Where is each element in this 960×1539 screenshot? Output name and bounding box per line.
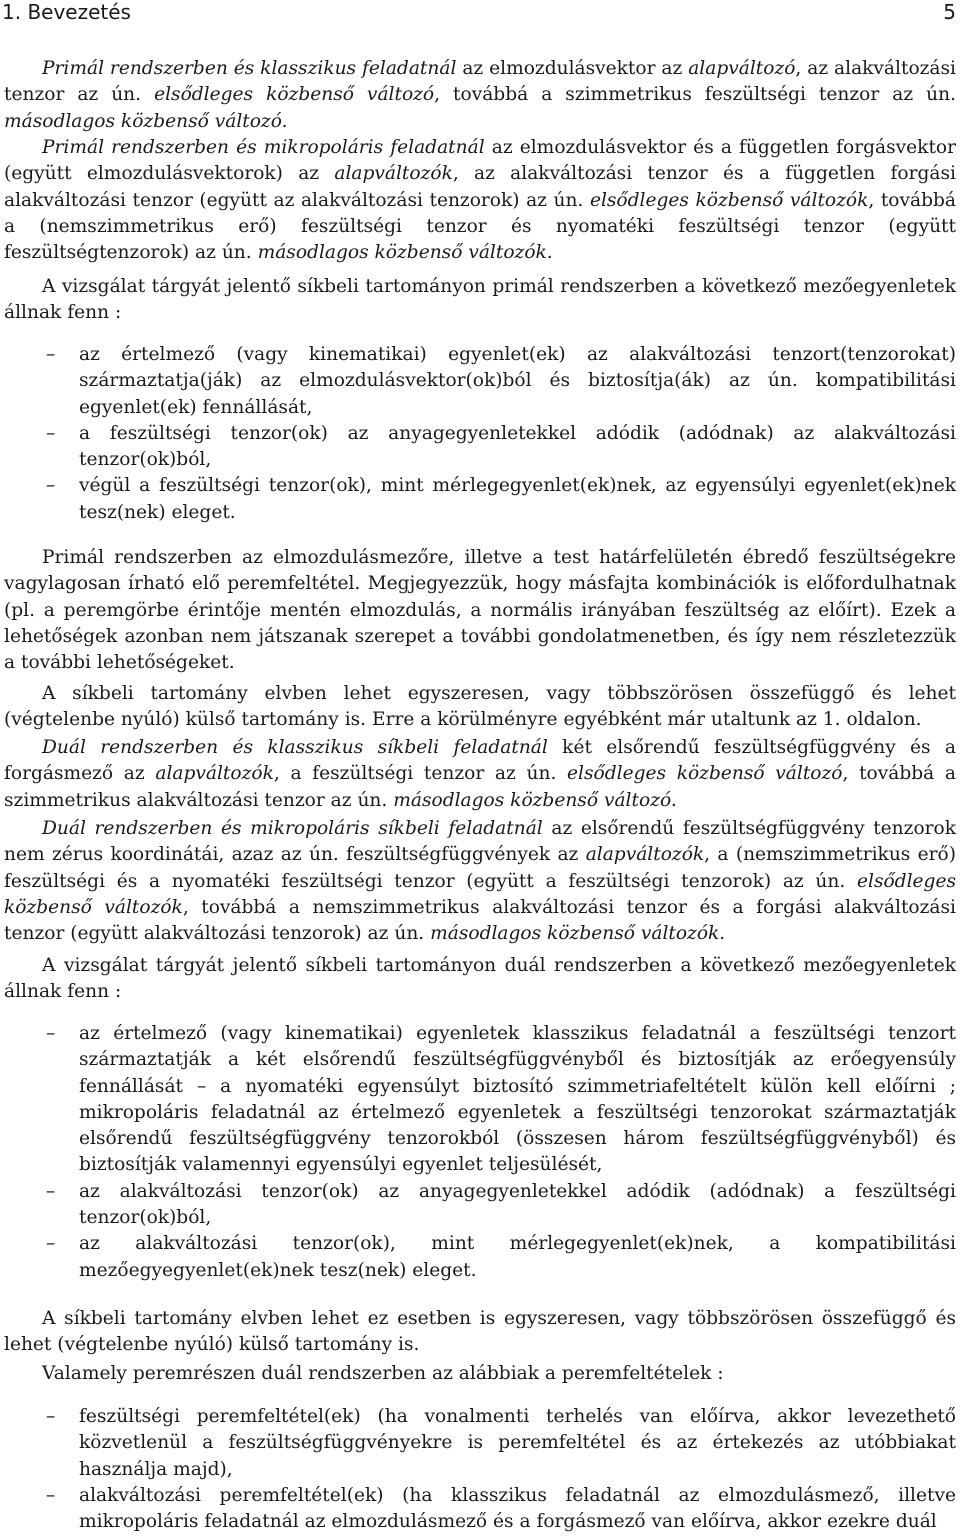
italic-term: elsődleges közbenső változók: [589, 189, 869, 211]
list-item: – a feszültségi tenzor(ok) az anyagegyenletekkel adódik (adódnak) az alakváltozási tenzor(ok)ból,: [4, 421, 956, 474]
italic-term: alapváltozók: [334, 163, 453, 185]
italic-term: másodlagos közbenső változó.: [393, 789, 677, 811]
text-run: , továbbá a nemszimmetrikus alakváltozási tenzor és a forgási alakváltozási tenzor (együtt alakváltozási tenzorok) az ún.: [4, 896, 956, 945]
italic-term: alapváltozó: [688, 58, 796, 79]
italic-term: elsődleges közbenső változó: [154, 84, 435, 106]
paragraph-dual-micropolar: [4, 816, 956, 947]
italic-term: Primál rendszerben és klasszikus feladatnál: [42, 58, 457, 79]
list-item: – az alakváltozási tenzor(ok) az anyagegyenletekkel adódik (adódnak) a feszültségi tenzor(ok)ból,: [4, 1179, 956, 1232]
italic-term: alapváltozók: [155, 763, 274, 785]
paragraph-dual-boundary-intro: Valamely peremrészen duál rendszerben az alábbiak a peremfeltételek :: [42, 1363, 724, 1384]
paragraph-primal-field-equations: A vizsgálat tárgyát jelentő síkbeli tartományon primál rendszerben a következő mezőegyenletek állnak fenn :: [4, 276, 956, 324]
section-title: 1. Bevezetés: [2, 0, 131, 24]
list-item: – az értelmező (vagy kinematikai) egyenletek klasszikus feladatnál a feszültségi tenzort származtatják a két elsőrendű feszültségfüggvényből és biztosítják az erőegyensúly fennállását – a nyomatéki egyensúlyt biztosító szimmetriafeltételt külön kell előírni ; mikropoláris feladatnál az értelmező egyenletek a feszültségi tenzorokat származtatják elsőrendű feszültségfüggvény tenzorokból (összesen három feszültségfüggvényből) és biztosítják valamennyi egyensúlyi egyenlet teljesülését,: [4, 1021, 956, 1179]
text-run: két elsőrendű feszültségfüggvény és a forgásmező az: [4, 737, 957, 785]
paragraph-dual-domain: A síkbeli tartomány elvben lehet ez esetben is egyszeresen, vagy többszörösen összefüggő és lehet (végtelenbe nyúló) külső tartomány is.: [4, 1308, 956, 1356]
list-item: – az értelmező (vagy kinematikai) egyenlet(ek) az alakváltozási tenzort(tenzorokat) származtatja(ják) az elmozdulásvektor(ok)ból és biztosítja(ák) az ún. kompatibilitási egyenlet(ek) fennállását,: [4, 342, 956, 421]
text-run: az elmozdulásvektor és a független forgásvektor (együtt elmozdulásvektorok) az: [4, 137, 956, 185]
paragraph-dual-field-equations: A vizsgálat tárgyát jelentő síkbeli tartományon duál rendszerben a következő mezőegyenletek állnak fenn :: [4, 955, 956, 1003]
text-run: az elsőrendű feszültségfüggvény tenzorok nem zérus koordinátái, azaz az ún. feszültségfüggvények az: [4, 818, 956, 866]
dual-boundary-list: [4, 1404, 956, 1535]
italic-term: Primál rendszerben és mikropoláris feladatnál: [42, 137, 485, 158]
italic-term: másodlagos közbenső változók.: [257, 242, 553, 264]
italic-term: elsődleges közbenső változók: [4, 870, 956, 918]
text-run: , a (nemszimmetrikus erő) feszültségi és a nyomatéki feszültségi tenzor (együtt a feszültségi tenzorok) az ún.: [4, 844, 956, 892]
page-number: 5: [943, 0, 956, 24]
paragraph-primal-boundary: Primál rendszerben az elmozdulásmezőre, illetve a test határfelületén ébredő feszültségekre vagylagosan írható elő peremfeltétel. Megjegyezzük, hogy másfajta kombinációk is előfordulhatnak (pl. a peremgörbe érintője mentén elmozdulás, a normális irányában feszültség az előírt). Ezek a lehetőségek azonban nem játszanak szerepet a további gondolatmenetben, és így nem részletezzük a további lehetőségeket.: [4, 547, 956, 674]
italic-term: Duál rendszerben és mikropoláris síkbeli feladatnál: [42, 818, 543, 839]
text-run: , az alakváltozási tenzor az ún.: [4, 58, 957, 106]
italic-term: másodlagos közbenső változó.: [4, 110, 288, 132]
text-run: , a feszültségi tenzor az ún.: [273, 763, 568, 785]
italic-term: elsődleges közbenső változó: [567, 763, 843, 785]
paragraph-primal-micropolar: [4, 135, 956, 266]
paragraph-dual-classical: [4, 735, 956, 814]
text-run: az elmozdulásvektor az: [456, 58, 689, 79]
text-run: , továbbá a szimmetrikus alakváltozási tenzor az ún.: [4, 763, 956, 811]
list-item: – az alakváltozási tenzor(ok), mint mérlegegyenlet(ek)nek, a kompatibilitási mezőegyegyenlet(ek)nek tesz(nek) eleget.: [4, 1231, 956, 1284]
primal-equations-list: [4, 342, 956, 526]
dual-equations-list: [4, 1021, 956, 1284]
italic-term: Duál rendszerben és klasszikus síkbeli feladatnál: [42, 737, 548, 758]
list-item: – alakváltozási peremfeltétel(ek) (ha klasszikus feladatnál az elmozdulásmező, illetve mikropoláris feladatnál az elmozdulásmező és a forgásmező van előírva, akkor ezekre duál: [4, 1483, 956, 1536]
paragraph-primal-domain: A síkbeli tartomány elvben lehet egyszeresen, vagy többszörösen összefüggő és lehet (végtelenbe nyúló) külső tartomány is. Erre a körülményre egyébként már utaltunk az 1. oldalon.: [4, 683, 956, 731]
text-run: , az alakváltozási tenzor és a független forgási alakváltozási tenzor (együtt az alakváltozási tenzorok) az ún.: [4, 163, 956, 211]
list-item: – végül a feszültségi tenzor(ok), mint mérlegegyenlet(ek)nek, az egyensúlyi egyenlet(ek)nek tesz(nek) eleget.: [4, 473, 956, 526]
italic-term: másodlagos közbenső változók.: [430, 923, 726, 945]
text-run: , továbbá a szimmetrikus feszültségi tenzor az ún.: [434, 84, 956, 106]
text-run: , továbbá a (nemszimmetrikus erő) feszültségi tenzor és nyomatéki feszültségi tenzor (együtt feszültségtenzorok) az ún.: [4, 189, 956, 264]
paragraph-primal-classical: [4, 56, 956, 135]
running-header: [0, 0, 960, 26]
italic-term: alapváltozók: [585, 844, 705, 866]
list-item: – feszültségi peremfeltétel(ek) (ha vonalmenti terhelés van előírva, akkor levezethető közvetlenül a feszültségfüggvényekre is peremfeltétel és az értekezés az utóbbiakat használja majd),: [4, 1404, 956, 1483]
